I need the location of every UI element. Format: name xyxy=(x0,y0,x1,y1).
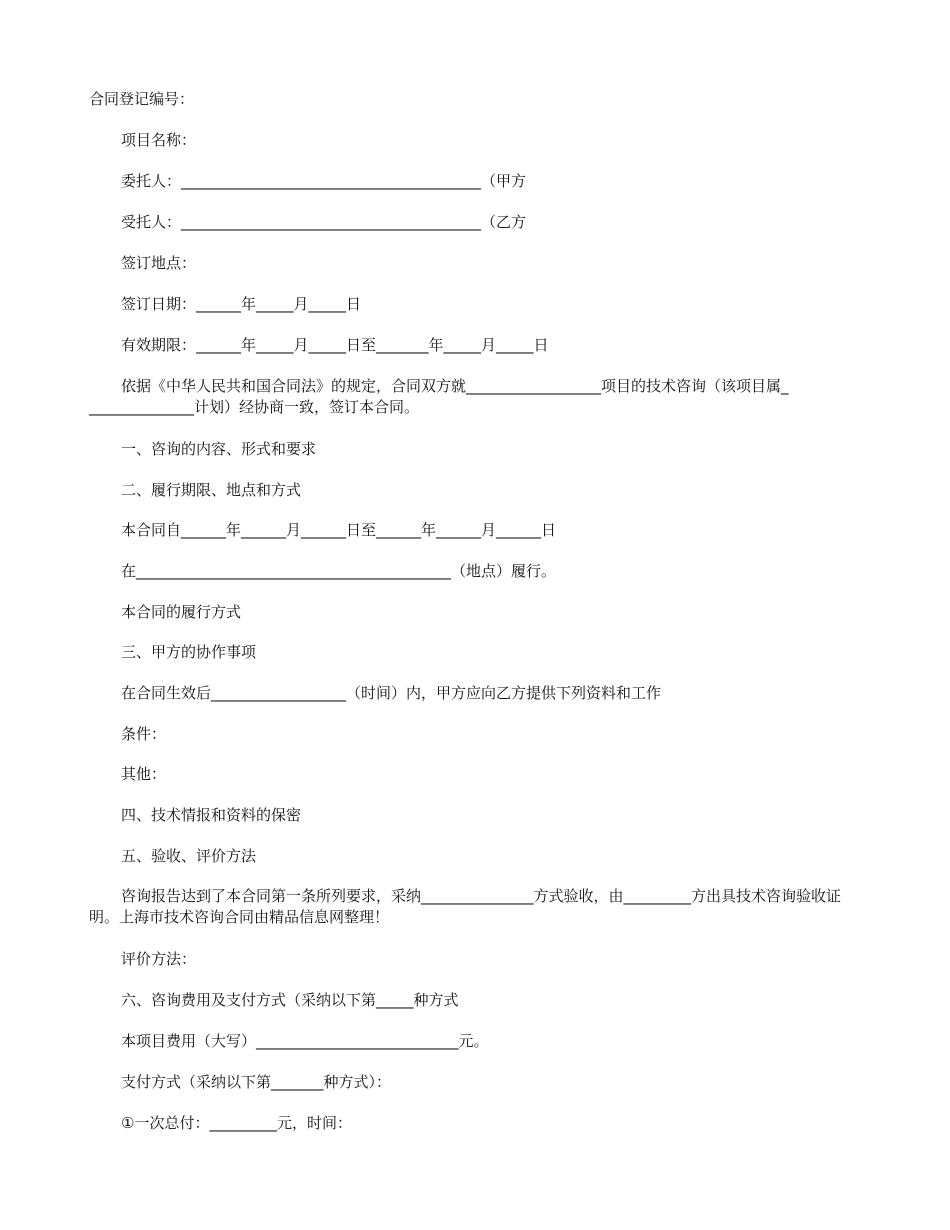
performance-place: 在__________________________________________（地点）履行。 xyxy=(121,562,557,580)
registration-number: 合同登记编号： xyxy=(89,90,195,108)
others-label: 其他： xyxy=(121,765,167,783)
lump-sum-payment-line: ①一次总付：_________元，时间： xyxy=(121,1114,352,1132)
section-5-heading: 五、验收、评价方法 xyxy=(121,847,257,865)
performance-method: 本合同的履行方式 xyxy=(121,603,242,621)
validity-period: 有效期限：______年_____月_____日至_______年_____月_____日 xyxy=(121,336,549,354)
consultant-line: 受托人：________________________________________（乙方 xyxy=(121,213,527,231)
party-a-materials: 在合同生效后__________________（时间）内，甲方应向乙方提供下列资料和工作 xyxy=(121,684,662,702)
client-line: 委托人：________________________________________（甲方 xyxy=(121,172,527,190)
section-3-heading: 三、甲方的协作事项 xyxy=(121,643,257,661)
section-6-heading: 六、咨询费用及支付方式（采纳以下第_____种方式 xyxy=(121,991,459,1009)
payment-method-line: 支付方式（采纳以下第_______种方式）： xyxy=(121,1073,392,1091)
section-2-heading: 二、履行期限、地点和方式 xyxy=(121,481,302,499)
term-dates: 本合同自______年______月______日至______年______月______日 xyxy=(121,521,557,539)
conditions-label: 条件： xyxy=(121,725,167,743)
signing-date: 签订日期：______年_____月_____日 xyxy=(121,295,362,313)
acceptance-paragraph: 咨询报告达到了本合同第一条所列要求，采纳_______________方式验收，由_________方出具技术咨询验收证明。上海市技术咨询合同由精品信息网整理！ xyxy=(89,887,842,926)
evaluation-method-label: 评价方法： xyxy=(121,950,197,968)
section-4-heading: 四、技术情报和资料的保密 xyxy=(121,806,302,824)
project-fee-line: 本项目费用（大写）___________________________元。 xyxy=(121,1032,489,1050)
preamble-paragraph: 依据《中华人民共和国合同法》的规定，合同双方就__________________项目的技术咨询（该项目属_ ______________计划）经协商一致，签订本合同。 xyxy=(89,377,789,416)
project-name: 项目名称： xyxy=(121,131,197,149)
signing-place: 签订地点： xyxy=(121,254,197,272)
section-1-heading: 一、咨询的内容、形式和要求 xyxy=(121,440,317,458)
